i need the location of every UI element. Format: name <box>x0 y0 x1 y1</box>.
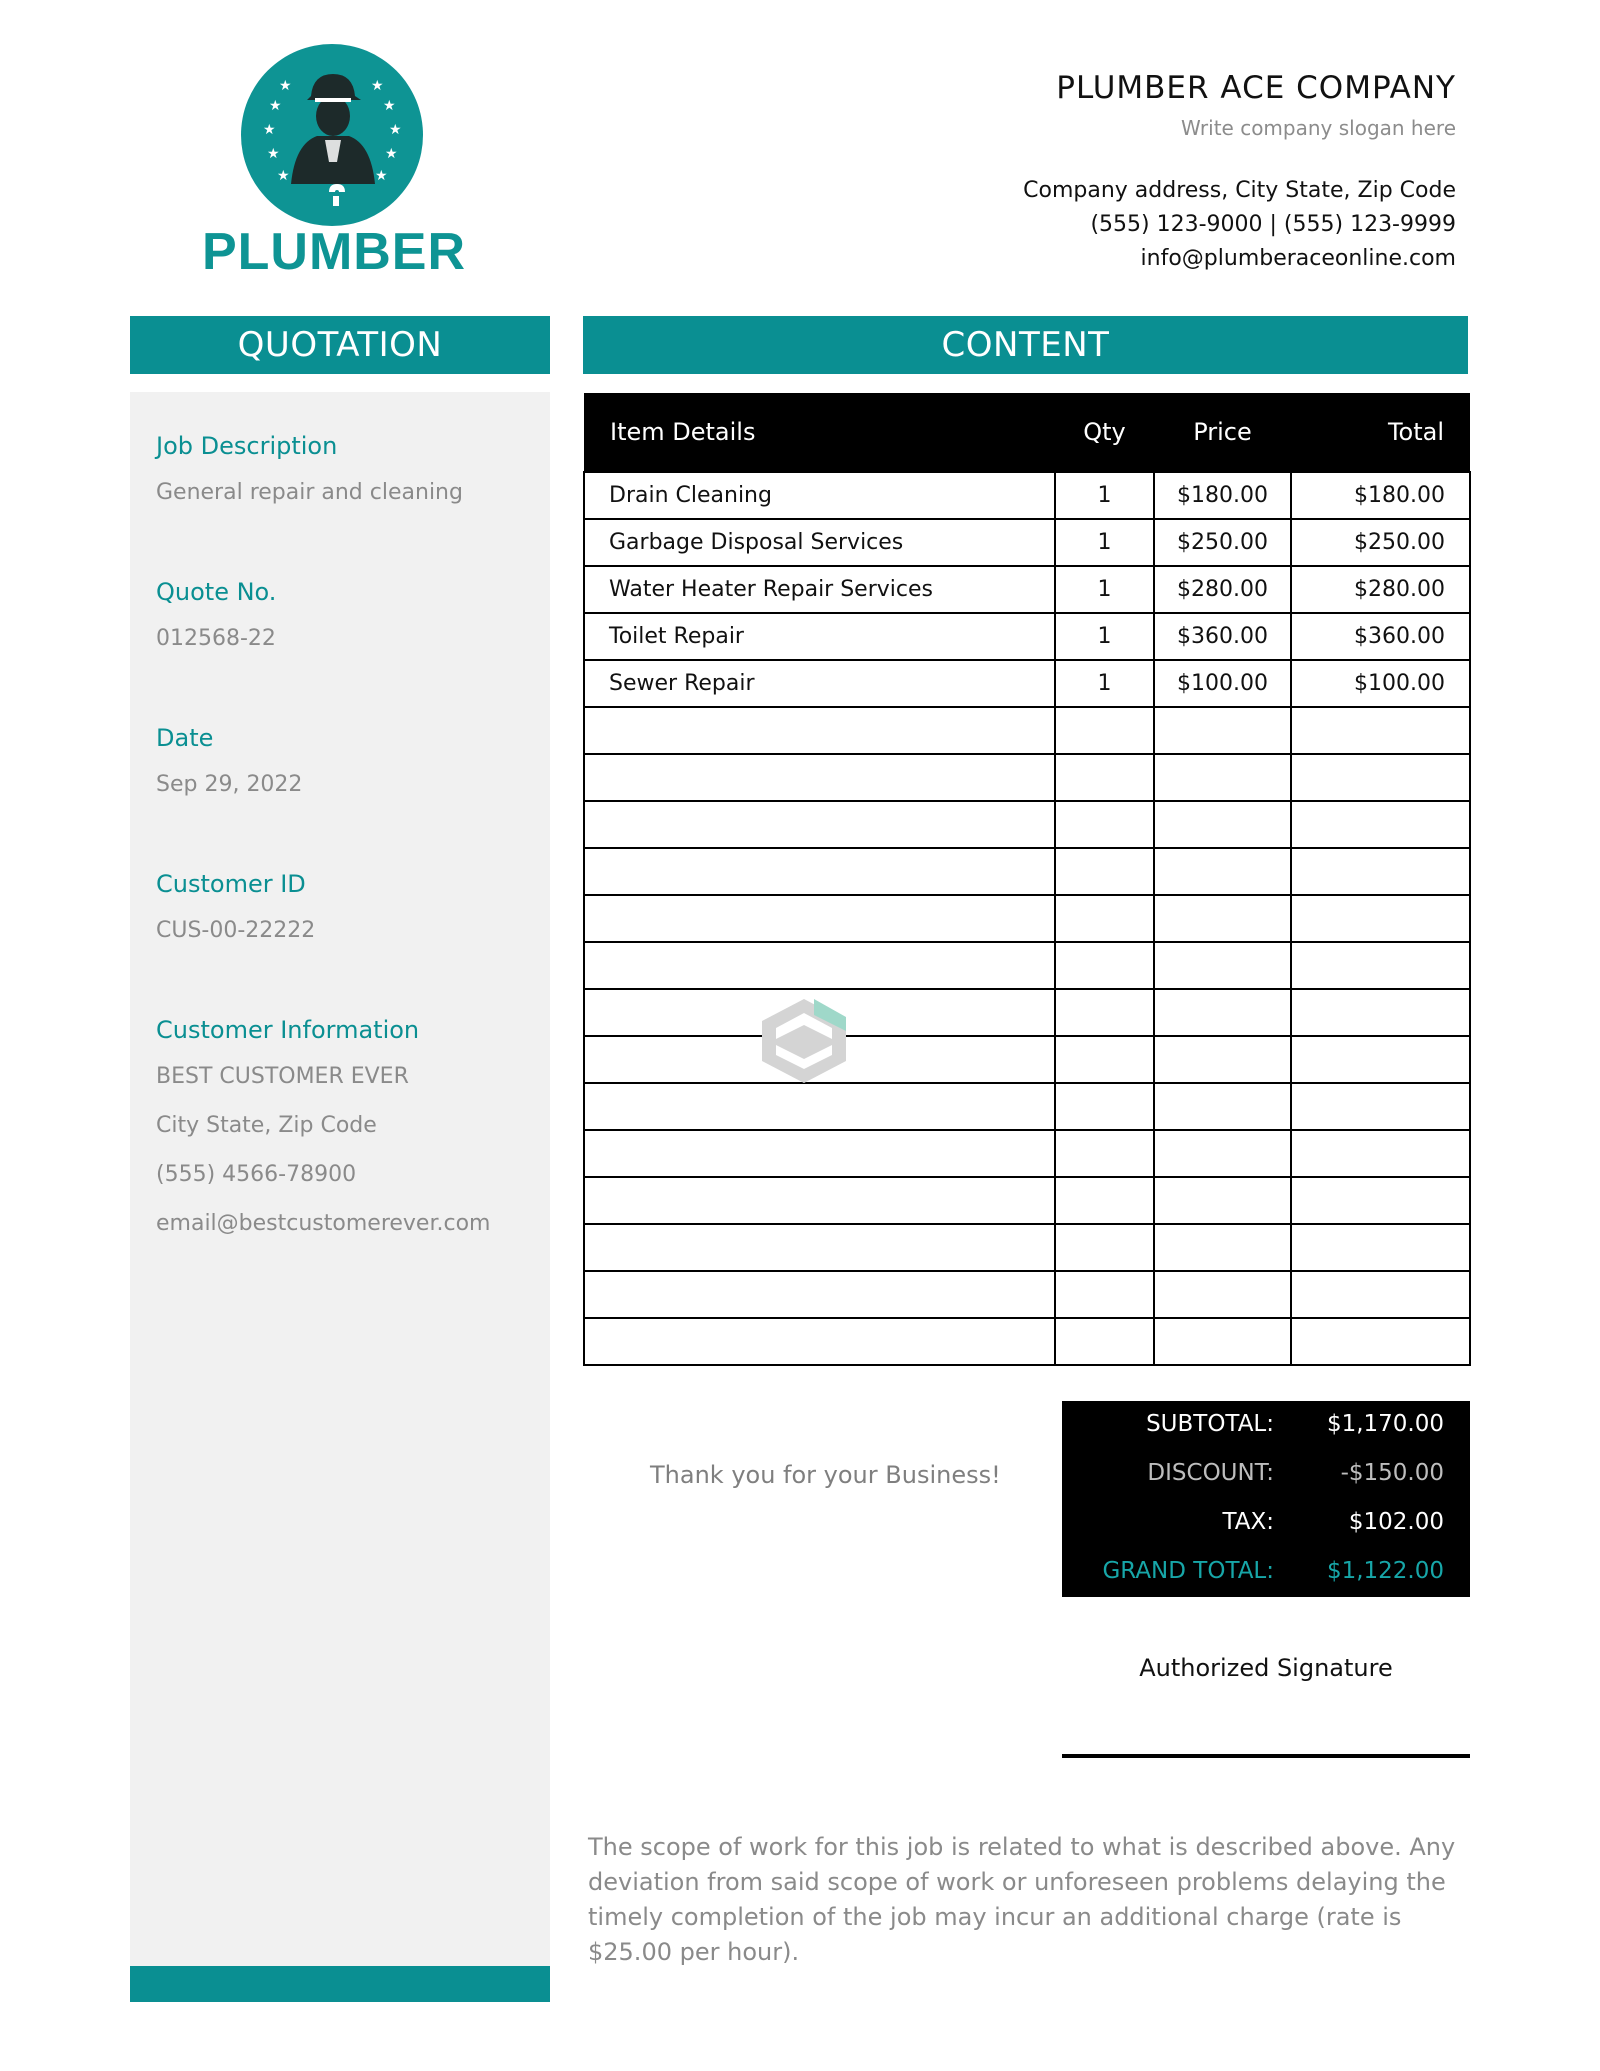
logo-wordmark: PLUMBER <box>201 223 467 281</box>
cell-total <box>1291 801 1470 848</box>
cell-item <box>584 895 1055 942</box>
cell-total: $100.00 <box>1291 660 1470 707</box>
cell-total <box>1291 942 1470 989</box>
cell-item <box>584 1130 1055 1177</box>
cell-qty: 1 <box>1055 613 1154 660</box>
cell-price <box>1154 848 1291 895</box>
quote-no-value: 012568-22 <box>156 626 276 651</box>
content-header: CONTENT <box>583 316 1468 374</box>
sidebar-footer-bar <box>130 1966 550 2002</box>
grand-total-label: GRAND TOTAL: <box>1102 1558 1274 1584</box>
cell-qty <box>1055 848 1154 895</box>
svg-text:★: ★ <box>375 168 388 184</box>
cell-item <box>584 1224 1055 1271</box>
cell-item <box>584 1271 1055 1318</box>
cell-qty: 1 <box>1055 660 1154 707</box>
job-description-value: General repair and cleaning <box>156 480 463 505</box>
job-description-field <box>156 432 463 505</box>
cell-total <box>1291 1083 1470 1130</box>
svg-text:★: ★ <box>371 78 384 94</box>
cell-item <box>584 801 1055 848</box>
company-logo <box>200 44 470 284</box>
date-field <box>156 724 302 797</box>
cell-price <box>1154 1224 1291 1271</box>
table-row <box>584 613 1470 660</box>
customer-id-field <box>156 870 315 943</box>
cell-qty <box>1055 707 1154 754</box>
plumber-icon <box>241 44 423 226</box>
table-row <box>584 566 1470 613</box>
cell-total <box>1291 707 1470 754</box>
company-header <box>1023 70 1456 276</box>
cell-price <box>1154 1271 1291 1318</box>
cell-price: $280.00 <box>1154 566 1291 613</box>
cell-price <box>1154 1130 1291 1177</box>
table-row <box>584 472 1470 519</box>
watermark-logo-icon <box>754 995 854 1087</box>
subtotal-row <box>1062 1401 1470 1450</box>
cell-qty <box>1055 895 1154 942</box>
cell-item <box>584 707 1055 754</box>
cell-price: $180.00 <box>1154 472 1291 519</box>
cell-total: $360.00 <box>1291 613 1470 660</box>
cell-total <box>1291 1036 1470 1083</box>
company-email[interactable]: info@plumberaceonline.com <box>1140 246 1456 271</box>
customer-info-field <box>156 1016 490 1248</box>
grand-total-row <box>1062 1548 1470 1597</box>
empty-table-row <box>584 1271 1470 1318</box>
cell-price: $250.00 <box>1154 519 1291 566</box>
thank-you-note: Thank you for your Business! <box>650 1461 1001 1489</box>
cell-item: Sewer Repair <box>584 660 1055 707</box>
cell-total: $280.00 <box>1291 566 1470 613</box>
empty-table-row <box>584 1083 1470 1130</box>
cell-item <box>584 754 1055 801</box>
subtotal-label: SUBTOTAL: <box>1146 1411 1274 1437</box>
cell-price: $100.00 <box>1154 660 1291 707</box>
customer-id-value: CUS-00-22222 <box>156 918 316 943</box>
cell-qty: 1 <box>1055 566 1154 613</box>
cell-total <box>1291 1177 1470 1224</box>
cell-qty <box>1055 1130 1154 1177</box>
customer-id-label: Customer ID <box>156 870 306 898</box>
cell-price <box>1154 942 1291 989</box>
tax-label: TAX: <box>1222 1509 1274 1535</box>
terms-note: The scope of work for this job is related to what is described above. Any deviation from said scope of work or unforeseen problems delaying the timely completion of the job may incur an additional charge (rate is $25.00 per hour). <box>588 1833 1456 1966</box>
header-item-details: Item Details <box>584 393 1055 472</box>
cell-total <box>1291 1130 1470 1177</box>
svg-text:★: ★ <box>267 146 280 162</box>
empty-table-row <box>584 801 1470 848</box>
cell-qty <box>1055 1177 1154 1224</box>
items-table <box>583 393 1471 1366</box>
table-row <box>584 519 1470 566</box>
job-description-label: Job Description <box>156 432 338 460</box>
customer-phone: (555) 4566-78900 <box>156 1162 357 1187</box>
cell-item <box>584 942 1055 989</box>
cell-price <box>1154 1083 1291 1130</box>
signature-line[interactable] <box>1062 1754 1470 1758</box>
cell-item <box>584 1083 1055 1130</box>
cell-item: Garbage Disposal Services <box>584 519 1055 566</box>
empty-table-row <box>584 1130 1470 1177</box>
date-label: Date <box>156 724 214 752</box>
cell-qty <box>1055 1224 1154 1271</box>
table-row <box>584 660 1470 707</box>
cell-price <box>1154 1177 1291 1224</box>
table-header-row <box>584 393 1470 472</box>
empty-table-row <box>584 754 1470 801</box>
cell-price <box>1154 989 1291 1036</box>
empty-table-row <box>584 1177 1470 1224</box>
cell-item <box>584 848 1055 895</box>
svg-text:★: ★ <box>269 98 282 114</box>
cell-qty <box>1055 754 1154 801</box>
discount-label: DISCOUNT: <box>1147 1460 1274 1486</box>
company-slogan: Write company slogan here <box>1181 116 1456 140</box>
cell-total <box>1291 848 1470 895</box>
totals-box <box>1062 1401 1470 1597</box>
customer-email: email@bestcustomerever.com <box>156 1211 491 1236</box>
header-qty: Qty <box>1055 393 1154 472</box>
empty-table-row <box>584 1036 1470 1083</box>
cell-qty <box>1055 801 1154 848</box>
empty-table-row <box>584 848 1470 895</box>
empty-table-row <box>584 707 1470 754</box>
cell-item: Water Heater Repair Services <box>584 566 1055 613</box>
quote-no-field <box>156 578 276 651</box>
quote-no-label: Quote No. <box>156 578 277 606</box>
header-total: Total <box>1291 393 1470 472</box>
cell-price <box>1154 754 1291 801</box>
svg-text:★: ★ <box>383 98 396 114</box>
cell-total: $250.00 <box>1291 519 1470 566</box>
date-value: Sep 29, 2022 <box>156 772 303 797</box>
customer-name: BEST CUSTOMER EVER <box>156 1064 409 1089</box>
empty-table-row <box>584 1224 1470 1271</box>
discount-value: -$150.00 <box>1340 1460 1444 1486</box>
customer-city: City State, Zip Code <box>156 1113 377 1138</box>
quotation-header: QUOTATION <box>130 316 550 374</box>
svg-text:★: ★ <box>279 78 292 94</box>
tax-value: $102.00 <box>1348 1509 1444 1535</box>
customer-info-label: Customer Information <box>156 1016 420 1044</box>
cell-price <box>1154 895 1291 942</box>
tax-row <box>1062 1499 1470 1548</box>
cell-qty <box>1055 1083 1154 1130</box>
discount-row <box>1062 1450 1470 1499</box>
cell-price <box>1154 1036 1291 1083</box>
empty-table-row <box>584 989 1470 1036</box>
subtotal-value: $1,170.00 <box>1326 1411 1444 1437</box>
cell-price: $360.00 <box>1154 613 1291 660</box>
cell-price <box>1154 801 1291 848</box>
header-price: Price <box>1154 393 1291 472</box>
quotation-sidebar <box>130 392 550 1966</box>
cell-total <box>1291 1318 1470 1365</box>
cell-qty: 1 <box>1055 519 1154 566</box>
svg-text:★: ★ <box>277 168 290 184</box>
cell-total <box>1291 1224 1470 1271</box>
cell-qty <box>1055 1271 1154 1318</box>
cell-total: $180.00 <box>1291 472 1470 519</box>
cell-item: Drain Cleaning <box>584 472 1055 519</box>
cell-qty: 1 <box>1055 472 1154 519</box>
cell-total <box>1291 989 1470 1036</box>
signature-label: Authorized Signature <box>1139 1654 1393 1682</box>
cell-qty <box>1055 1318 1154 1365</box>
empty-table-row <box>584 1318 1470 1365</box>
cell-total <box>1291 1271 1470 1318</box>
svg-text:★: ★ <box>389 122 402 138</box>
cell-price <box>1154 1318 1291 1365</box>
grand-total-value: $1,122.00 <box>1326 1558 1444 1584</box>
empty-table-row <box>584 895 1470 942</box>
company-phones: (555) 123-9000 | (555) 123-9999 <box>1090 212 1456 237</box>
svg-text:★: ★ <box>385 146 398 162</box>
cell-item <box>584 1177 1055 1224</box>
cell-price <box>1154 707 1291 754</box>
cell-total <box>1291 895 1470 942</box>
empty-table-row <box>584 942 1470 989</box>
cell-item <box>584 1318 1055 1365</box>
company-name: PLUMBER ACE COMPANY <box>1056 70 1456 106</box>
cell-qty <box>1055 1036 1154 1083</box>
company-address: Company address, City State, Zip Code <box>1023 178 1456 203</box>
cell-qty <box>1055 942 1154 989</box>
cell-qty <box>1055 989 1154 1036</box>
cell-item: Toilet Repair <box>584 613 1055 660</box>
svg-text:★: ★ <box>263 122 276 138</box>
cell-total <box>1291 754 1470 801</box>
